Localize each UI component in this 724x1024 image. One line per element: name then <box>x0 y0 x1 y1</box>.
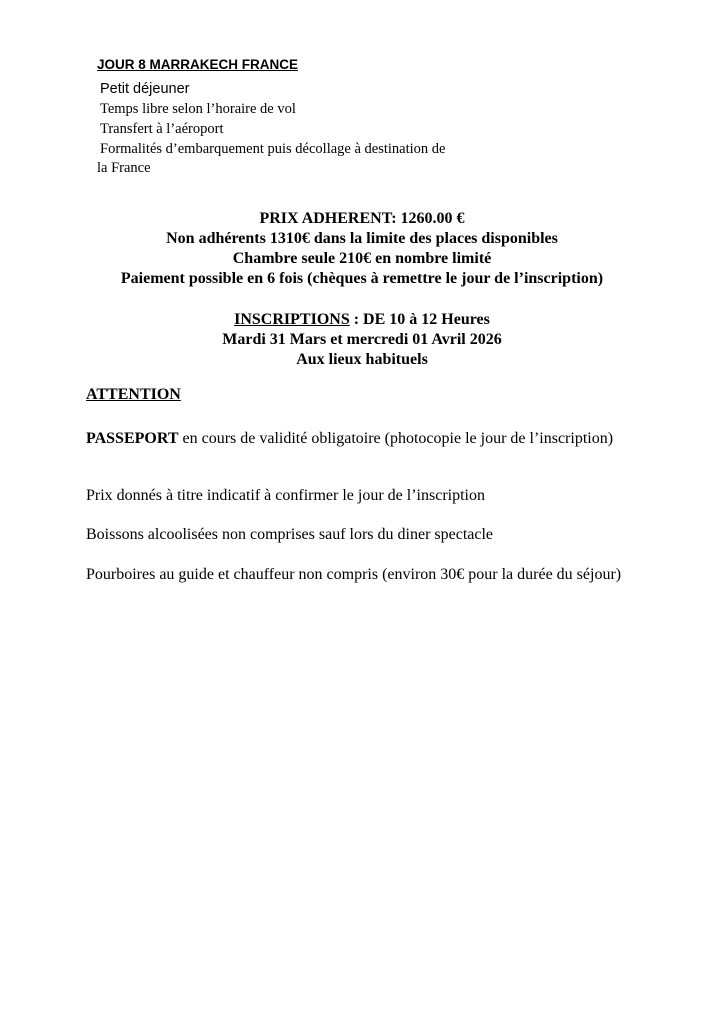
drinks-note: Boissons alcoolisées non comprises sauf lors du diner spectacle <box>86 526 494 543</box>
passport-text: en cours de validité obligatoire (photocopie le jour de l’inscription) <box>178 430 614 447</box>
prices-note: Prix donnés à titre indicatif à confirmer le jour de l’inscription <box>86 487 485 504</box>
registration-location: Aux lieux habituels <box>296 351 428 368</box>
day-line-boarding: Formalités d’embarquement puis décollage à destination de <box>100 141 446 157</box>
passport-label: PASSEPORT <box>86 430 179 447</box>
day-line-breakfast: Petit déjeuner <box>100 81 190 97</box>
tips-note: Pourboires au guide et chauffeur non compris (environ 30€ pour la durée du séjour) <box>86 566 622 583</box>
registration-dates: Mardi 31 Mars et mercredi 01 Avril 2026 <box>222 331 502 348</box>
day-title: JOUR 8 MARRAKECH FRANCE <box>97 57 299 72</box>
day-line-destination: la France <box>97 160 151 176</box>
registration-hours-line <box>0 310 724 330</box>
passport-note <box>86 428 646 449</box>
day-line-free-time: Temps libre selon l’horaire de vol <box>100 101 296 117</box>
attention-heading: ATTENTION <box>86 386 181 403</box>
member-price: PRIX ADHERENT: 1260.00 € <box>259 210 465 227</box>
day-line-transfer: Transfert à l’aéroport <box>100 121 224 137</box>
non-member-price: Non adhérents 1310€ dans la limite des places disponibles <box>166 230 558 247</box>
pricing-block <box>0 209 724 289</box>
registration-hours: : DE 10 à 12 Heures <box>349 311 490 328</box>
registration-label: INSCRIPTIONS <box>234 311 350 328</box>
single-room-price: Chambre seule 210€ en nombre limité <box>232 250 492 267</box>
registration-block <box>0 310 724 370</box>
payment-terms: Paiement possible en 6 fois (chèques à remettre le jour de l’inscription) <box>120 270 604 287</box>
